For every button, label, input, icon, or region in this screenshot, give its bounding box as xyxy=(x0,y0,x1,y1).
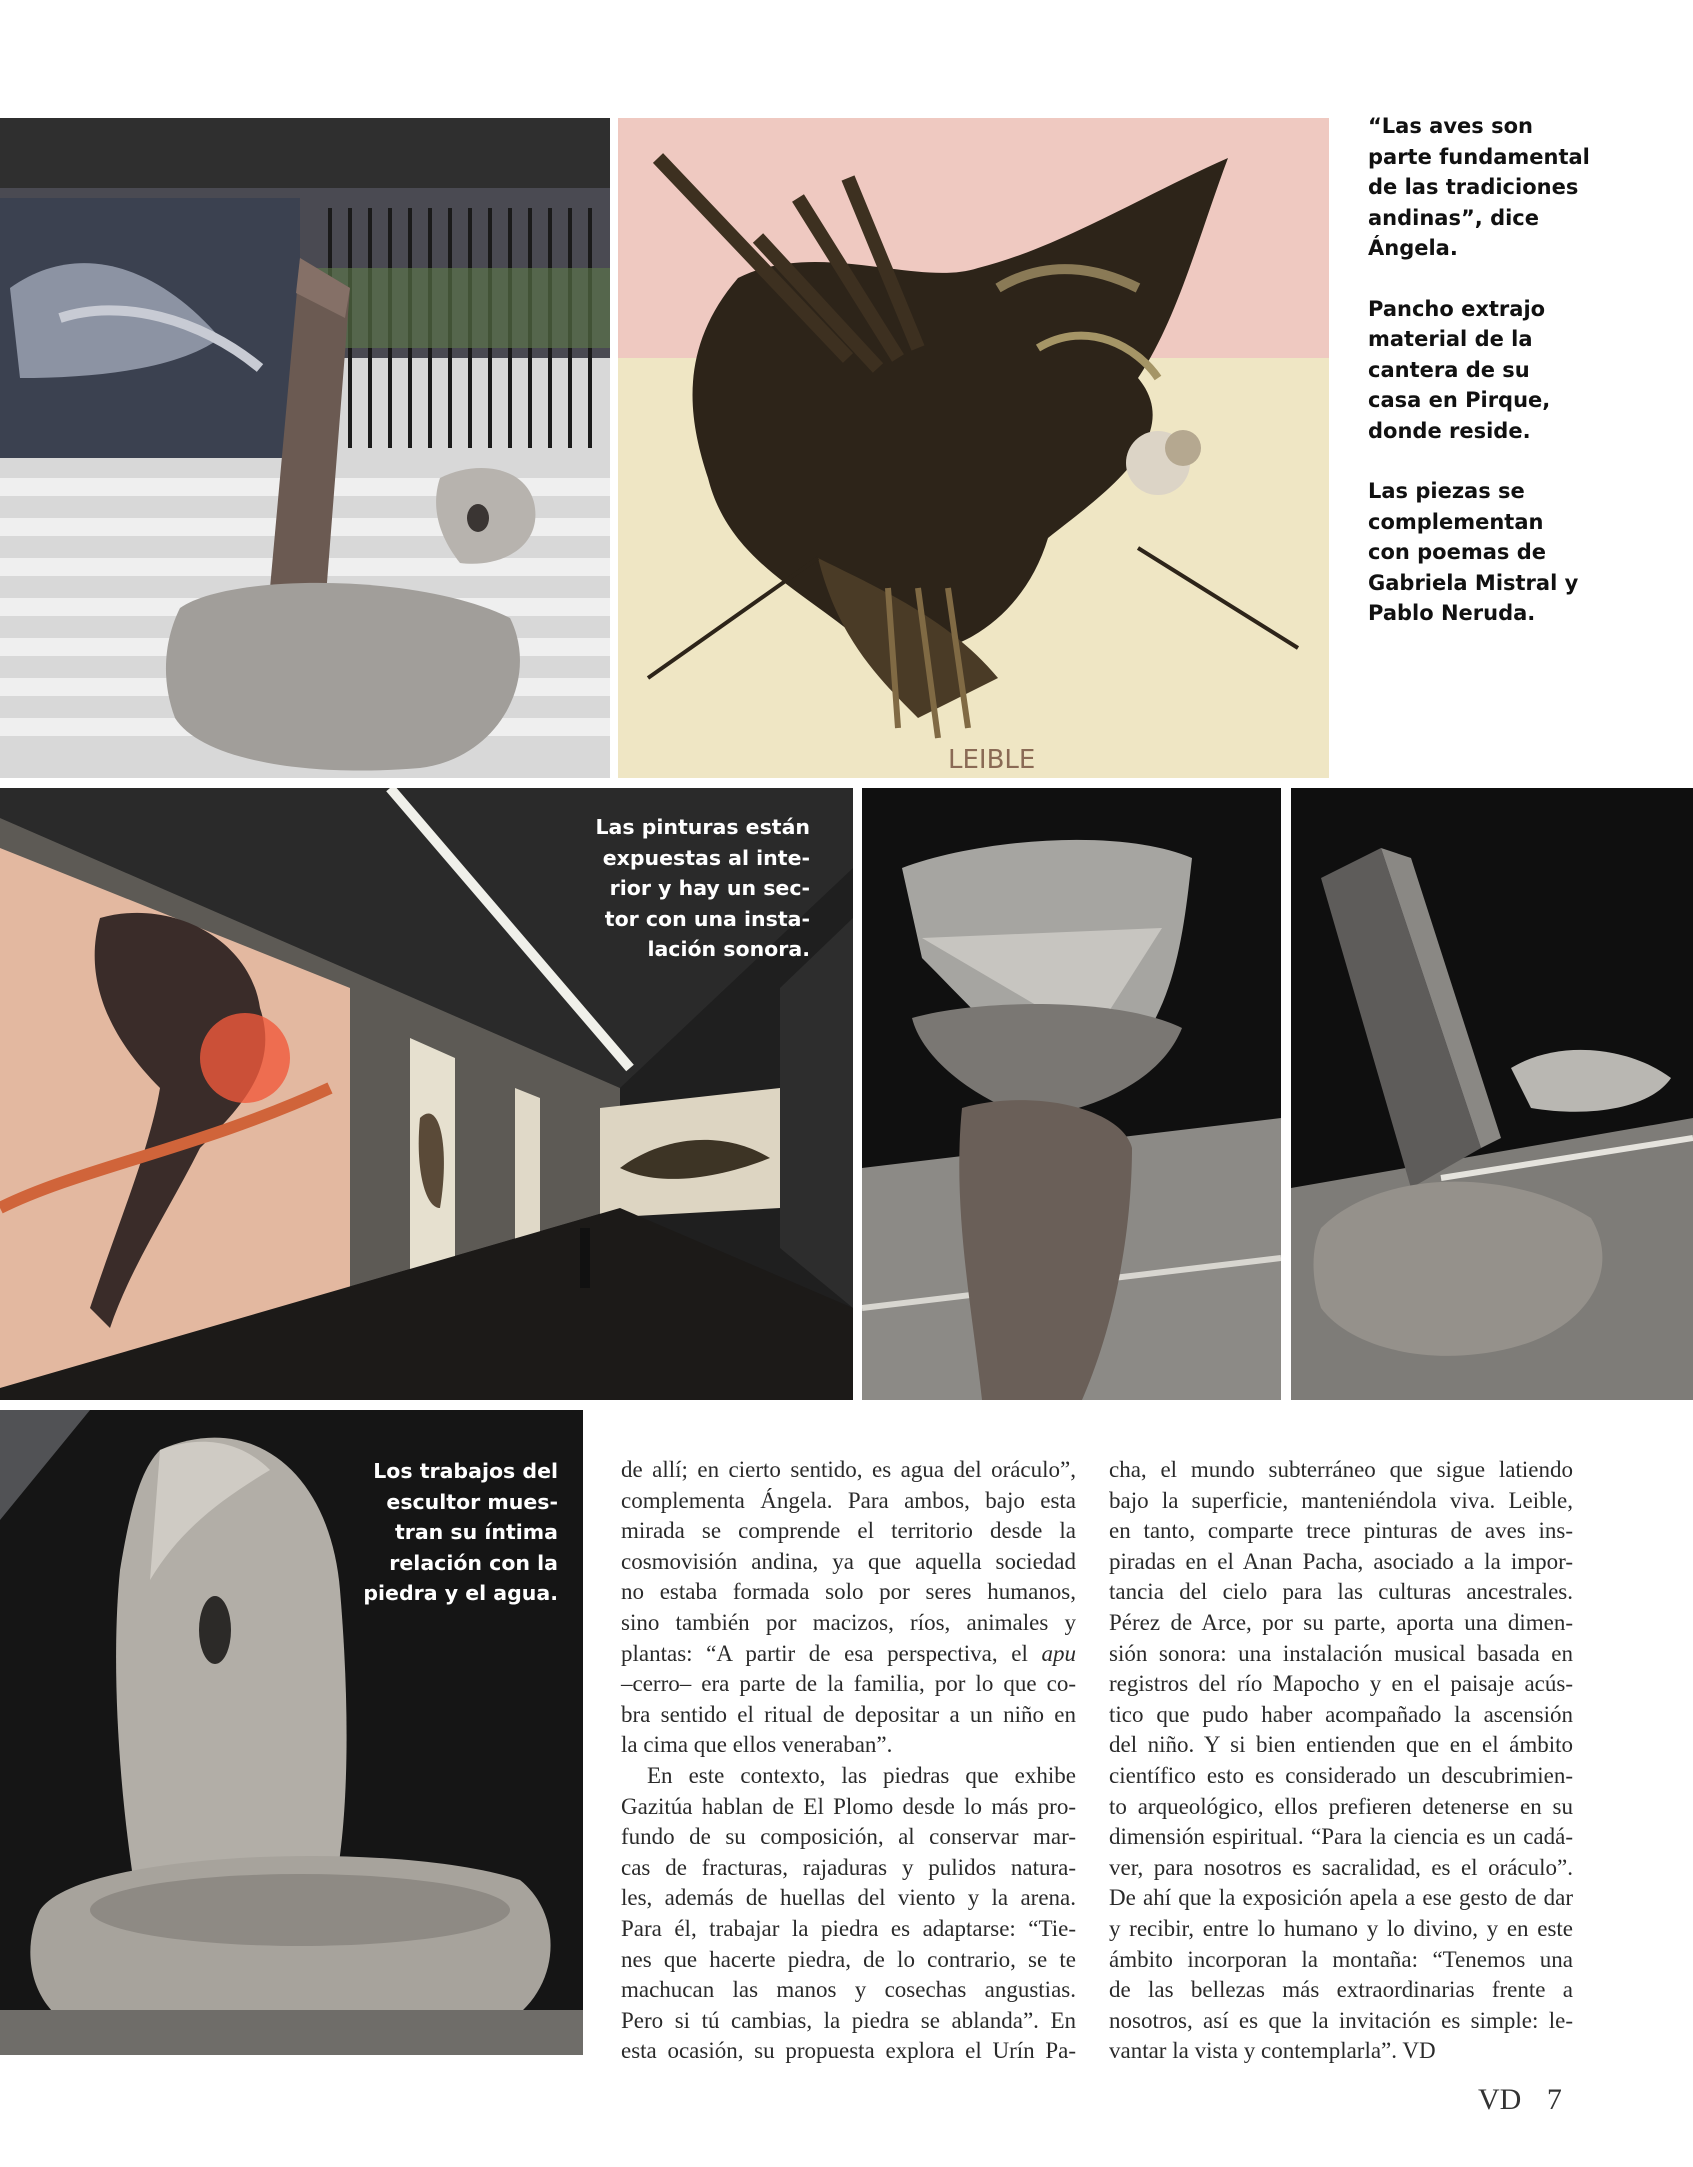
body-line: registros del río Mapocho y en el paisaje acús- xyxy=(1109,1671,1573,1697)
body-line: no estaba formada solo por seres humanos, xyxy=(621,1579,1076,1605)
page-number: 7 xyxy=(1546,2083,1562,2116)
caption-line: casa en Pirque, xyxy=(1368,388,1551,412)
body-line: Gazitúa hablan de El Plomo desde lo más pro- xyxy=(621,1793,1076,1819)
body-line: vantar la vista y contemplarla”. VD xyxy=(1109,2038,1436,2064)
caption-line: de las tradiciones xyxy=(1368,175,1579,199)
body-line: científico esto es considerado un descubrimien- xyxy=(1109,1762,1573,1788)
body-line: cha, el mundo subterráneo que sigue latiendo xyxy=(1109,1457,1573,1482)
caption-line: Los trabajos del xyxy=(373,1459,558,1483)
caption-gallery xyxy=(560,812,810,965)
body-line: bra sentido el ritual de depositar a un niño en xyxy=(621,1701,1076,1727)
caption-line: Gabriela Mistral y xyxy=(1368,570,1579,595)
body-line: tancia del cielo para las culturas ancestrales. xyxy=(1109,1579,1573,1605)
caption-line: “Las aves son xyxy=(1368,114,1533,138)
body-line: cosmovisión andina, ya que aquella sociedad xyxy=(621,1548,1076,1574)
caption-line: con poemas de xyxy=(1368,540,1546,564)
photo-gallery-interior xyxy=(0,788,853,1400)
body-line: cas de fracturas, rajaduras y pulidos natura- xyxy=(621,1854,1076,1880)
photo-stacked-stones xyxy=(862,788,1281,1400)
caption-line: relación con la xyxy=(389,1550,558,1575)
body-line: del niño. Y si bien entienden que en el ámbito xyxy=(1109,1732,1573,1758)
body-line: sión sonora: una instalación musical basada en xyxy=(1109,1640,1573,1666)
caption-line: donde reside. xyxy=(1368,418,1531,443)
caption-line: Las piezas se xyxy=(1368,479,1525,503)
painting-signature: LEIBLE xyxy=(948,745,1036,775)
body-line: ámbito incorporan la montaña: “Tenemos una xyxy=(1109,1946,1573,1972)
photo-carved-stone xyxy=(0,1410,583,2055)
body-line: piradas en el Anan Pacha, asociado a la impor- xyxy=(1109,1548,1573,1574)
body-line: complementa Ángela. Para ambos, bajo esta xyxy=(621,1487,1076,1513)
body-line: de las bellezas más extraordinarias frente a xyxy=(1109,1977,1573,2003)
caption-stone xyxy=(300,1456,558,1609)
body-line: mirada se comprende el territorio desde la xyxy=(621,1518,1076,1544)
body-line: la cima que ellos veneraban”. xyxy=(621,1732,893,1758)
body-line: tico que pudo haber acompañado la ascensión xyxy=(1109,1701,1573,1727)
caption-line: cantera de su xyxy=(1368,357,1530,382)
body-line: dimensión espiritual. “Para la ciencia es un cadá- xyxy=(1109,1824,1573,1850)
magazine-name: VD xyxy=(1478,2083,1522,2116)
body-line: –cerro– era parte de la familia, por lo que co- xyxy=(621,1671,1076,1697)
caption-line: Pancho extrajo xyxy=(1368,296,1546,321)
caption-line: parte fundamental xyxy=(1368,144,1590,169)
body-line: Para él, trabajar la piedra es adaptarse: “Tie- xyxy=(621,1915,1076,1941)
caption-line: Las pinturas están xyxy=(595,815,810,839)
caption-line: material de la xyxy=(1368,327,1533,351)
body-line: de allí; en cierto sentido, es agua del oráculo”, xyxy=(621,1457,1076,1482)
photo-plaza-stone-sculpture xyxy=(0,118,610,778)
photo-condor-painting xyxy=(618,118,1329,778)
body-line: plantas: “A partir de esa perspectiva, el apu xyxy=(621,1640,1076,1666)
body-line: to arqueológico, ellos prefieren detenerse en su xyxy=(1109,1793,1573,1819)
body-line: esta ocasión, su propuesta explora el Urín Pa- xyxy=(621,2038,1076,2064)
body-line: nes que hacerte piedra, de lo contrario, se te xyxy=(621,1946,1076,1972)
body-line: bajo la superficie, manteniéndola viva. Leible, xyxy=(1109,1487,1573,1513)
body-line: les, además de huellas del viento y la arena. xyxy=(621,1885,1076,1911)
body-line: ver, para nosotros es sacralidad, es el oráculo”. xyxy=(1109,1854,1573,1880)
body-column-2 xyxy=(1109,1455,1573,2067)
caption-top-right xyxy=(1368,111,1668,659)
caption-line: Ángela. xyxy=(1368,236,1458,260)
term-apu: apu xyxy=(1041,1640,1076,1666)
body-line: fundo de su composición, al conservar mar- xyxy=(621,1824,1076,1850)
caption-line: complementan xyxy=(1368,509,1544,534)
page-folio xyxy=(1478,2083,1562,2117)
photo-stone-wedge xyxy=(1291,788,1693,1400)
caption-line: tran su íntima xyxy=(394,1520,558,1544)
body-line: En este contexto, las piedras que exhibe xyxy=(647,1762,1076,1788)
body-line: machucan las manos y cosechas angustias. xyxy=(621,1977,1076,2003)
caption-line: rior y hay un sec- xyxy=(609,876,810,900)
body-line: Pero si tú cambias, la piedra se ablanda”. En xyxy=(621,2007,1076,2033)
caption-line: Pablo Neruda. xyxy=(1368,601,1536,625)
body-line: De ahí que la exposición apela a ese gesto de dar xyxy=(1109,1885,1573,1911)
body-column-1 xyxy=(621,1455,1076,2067)
caption-birds xyxy=(1368,111,1668,264)
caption-line: escultor mues- xyxy=(386,1489,558,1514)
body-line: Pérez de Arce, por su parte, aporta una dimen- xyxy=(1109,1609,1573,1635)
caption-poems xyxy=(1368,476,1668,629)
caption-quarry xyxy=(1368,294,1668,447)
caption-line: expuestas al inte- xyxy=(602,845,810,870)
caption-line: piedra y el agua. xyxy=(363,1581,558,1605)
body-line: en tanto, comparte trece pinturas de aves ins- xyxy=(1109,1518,1573,1544)
body-line: nosotros, así es que la invitación es simple: le- xyxy=(1109,2007,1573,2033)
body-line: sino también por macizos, ríos, animales y xyxy=(621,1609,1076,1635)
caption-line: andinas”, dice xyxy=(1368,205,1539,230)
caption-line: lación sonora. xyxy=(647,937,810,961)
body-line: y recibir, entre lo humano y lo divino, y en este xyxy=(1109,1915,1573,1941)
caption-line: tor con una insta- xyxy=(604,906,810,931)
